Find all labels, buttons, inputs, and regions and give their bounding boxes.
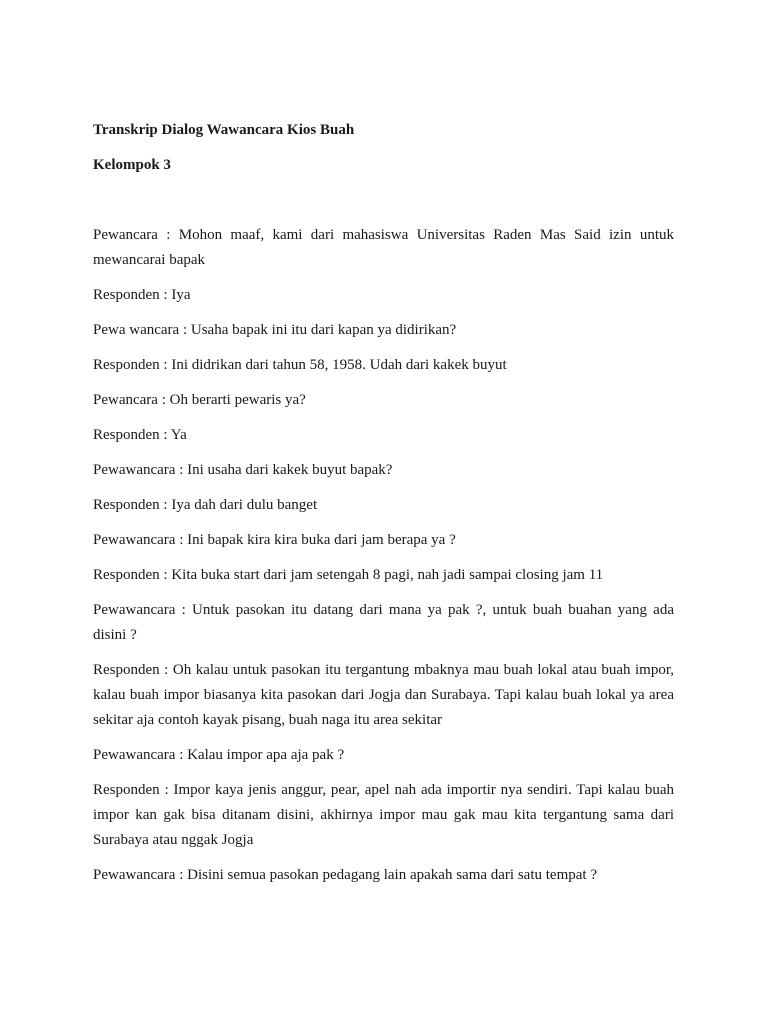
dialog-paragraph: Pewancara : Oh berarti pewaris ya? [93,392,306,408]
group-label: Kelompok 3 [93,157,171,173]
dialog-paragraph: Pewawancara : Disini semua pasokan pedagang lain apakah sama dari satu tempat ? [93,867,597,883]
dialog-paragraph: Pewancara : Mohon maaf, kami dari mahasiswa Universitas Raden Mas Said izin untuk mewancarai bapak [93,227,674,268]
document-page [93,118,674,898]
dialog-paragraph: Responden : Iya [93,287,191,303]
dialog-paragraph: Responden : Iya dah dari dulu banget [93,497,318,513]
dialog-paragraph: Pewawancara : Kalau impor apa aja pak ? [93,747,345,763]
dialog-paragraph: Responden : Impor kaya jenis anggur, pear, apel nah ada importir nya sendiri. Tapi kalau buah impor kan gak bisa ditanam disini, akhirnya impor mau gak mau kita tergantung sama dari Surabaya atau nggak Jogja [93,782,674,848]
dialog-paragraph: Pewawancara : Ini usaha dari kakek buyut bapak? [93,462,393,478]
dialog-transcript [93,223,674,888]
dialog-paragraph: Responden : Ya [93,427,187,443]
dialog-paragraph: Responden : Kita buka start dari jam setengah 8 pagi, nah jadi sampai closing jam 11 [93,567,604,583]
dialog-paragraph: Pewa wancara : Usaha bapak ini itu dari kapan ya didirikan? [93,322,457,338]
dialog-paragraph: Responden : Ini didrikan dari tahun 58, 1958. Udah dari kakek buyut [93,357,507,373]
dialog-paragraph: Pewawancara : Untuk pasokan itu datang dari mana ya pak ?, untuk buah buahan yang ada disini ? [93,602,674,643]
dialog-paragraph: Pewawancara : Ini bapak kira kira buka dari jam berapa ya ? [93,532,456,548]
dialog-paragraph: Responden : Oh kalau untuk pasokan itu tergantung mbaknya mau buah lokal atau buah impor, kalau buah impor biasanya kita pasokan dari Jogja dan Surabaya. Tapi kalau buah lokal ya area sekitar aja contoh kayak pisang, buah naga itu area sekitar [93,662,674,728]
document-title: Transkrip Dialog Wawancara Kios Buah [93,122,355,138]
